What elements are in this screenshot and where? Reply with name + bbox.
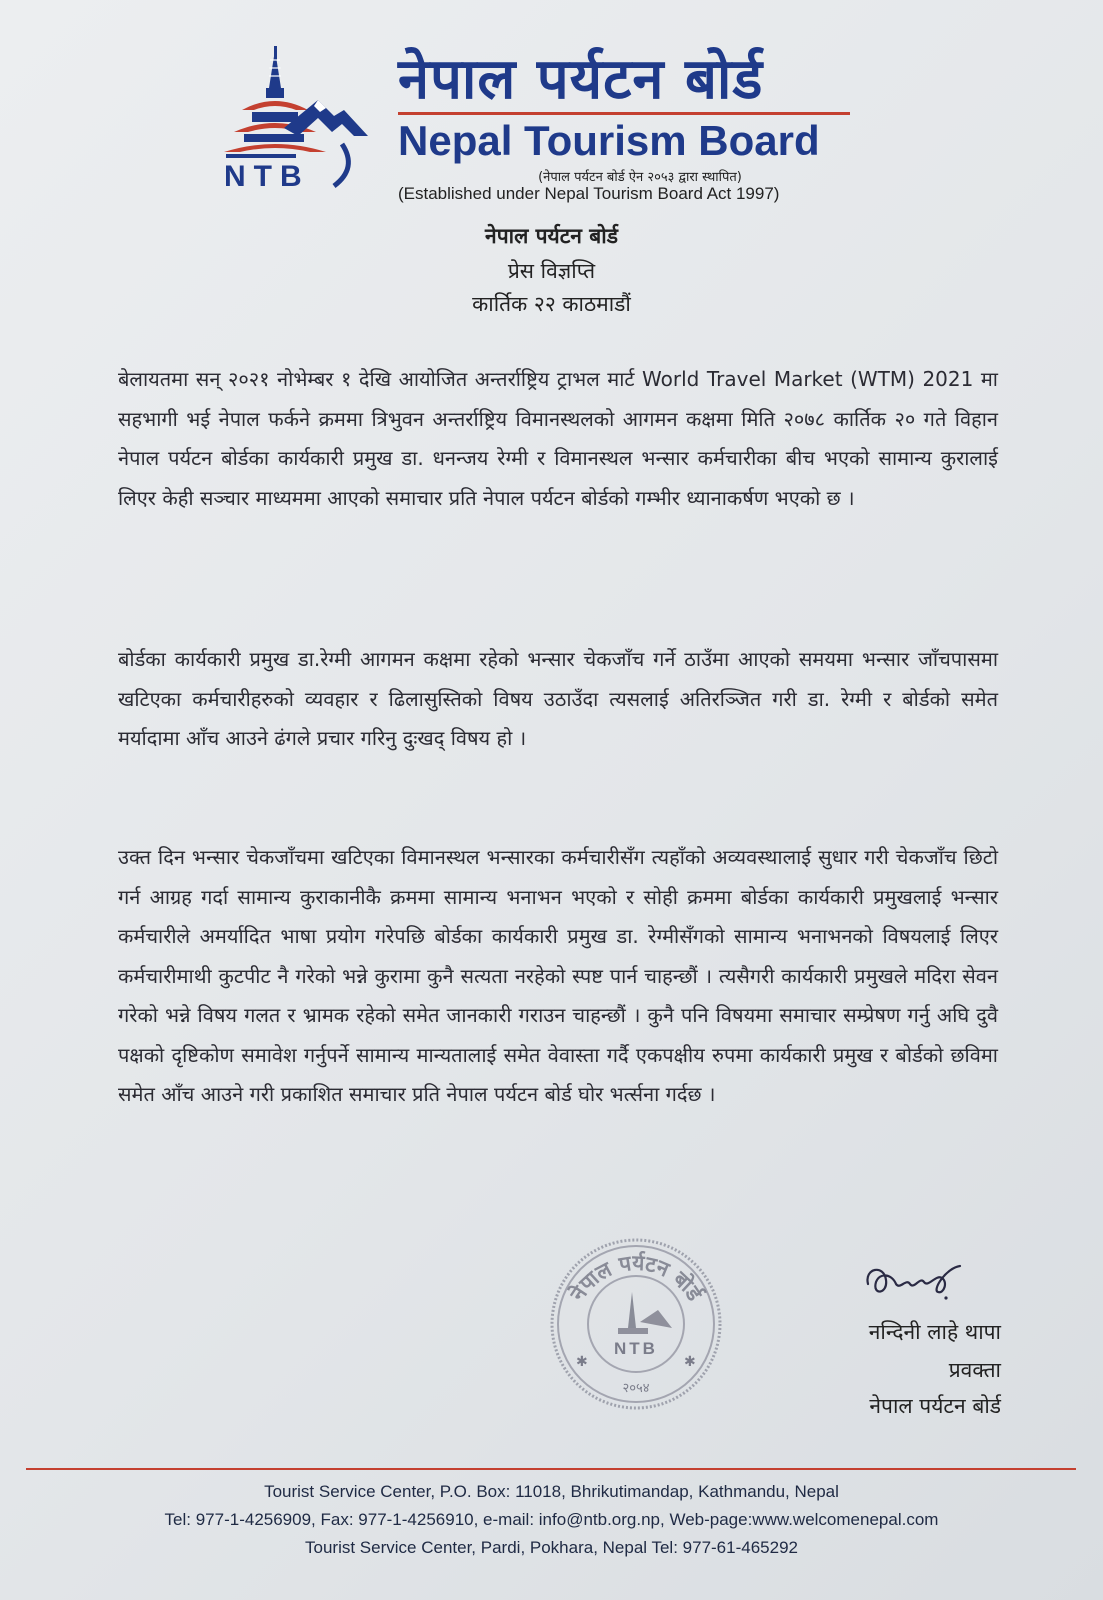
seal-logo-text: NTB: [614, 1339, 658, 1358]
official-seal: [548, 1236, 724, 1412]
heading-doc-type: प्रेस विज्ञप्ति: [507, 259, 596, 283]
org-name-english: Nepal Tourism Board: [398, 117, 820, 164]
body-paragraph-2: बोर्डका कार्यकारी प्रमुख डा.रेग्मी आगमन कक्षमा रहेको भन्सार चेकजाँच गर्ने ठाउँमा आएको समयमा भन्सार जाँचपासमा खटिएका कर्मचारीहरुको व्यवहार र ढिलासुस्तिको विषय उठाउँदा त्यसलाई अतिरञ्जित गरी डा. रेग्मी र बोर्डको समेत मर्यादामा आँच आउने ढंगले प्रचार गरिनु दुःखद् विषय हो ।: [118, 647, 998, 750]
establishment-note-english: (Established under Nepal Tourism Board Act 1997): [398, 184, 780, 203]
footer-divider: [26, 1468, 1076, 1470]
svg-text:✱: ✱: [684, 1354, 696, 1370]
footer-address: Tourist Service Center, P.O. Box: 11018, Bhrikutimandap, Kathmandu, Nepal: [264, 1482, 839, 1501]
footer-pokhara-office: Tourist Service Center, Pardi, Pokhara, Nepal Tel: 977-61-465292: [305, 1538, 798, 1557]
logo-text: NTB: [224, 160, 310, 190]
signatory-org: नेपाल पर्यटन बोर्ड: [869, 1394, 1001, 1418]
seal-text: नेपाल पर्यटन बोर्ड: [565, 1250, 707, 1306]
body-paragraph-3: उक्त दिन भन्सार चेकजाँचमा खटिएका विमानस्थल भन्सारका कर्मचारीसँग त्यहाँको अव्यवस्थालाई सुधार गरी चेकजाँच छिटो गर्न आग्रह गर्दा सामान्य कुराकानीकै क्रममा सामान्य भनाभन भएको र सोही क्रममा बोर्डका कार्यकारी प्रमुखलाई भन्सार कर्मचारीले अमर्यादित भाषा प्रयोग गरेपछि बोर्डका कार्यकारी प्रमुख डा. रेग्मीसँगको सामान्य भनाभनको विषयलाई लिएर कर्मचारीमाथी कुटपीट नै गरेको भन्ने कुरामा कुनै सत्यता नरहेको स्पष्ट पार्न चाहन्छौं । त्यसैगरी कार्यकारी प्रमुखले मदिरा सेवन गरेको भन्ने विषय गलत र भ्रामक रहेको समेत जानकारी गराउन चाहन्छौं । कुनै पनि विषयमा समाचार सम्प्रेषण गर्नु अघि दुवै पक्षको दृष्टिकोण समावेश गर्नुपर्ने सामान्य मान्यतालाई समेत वेवास्ता गर्दै एकपक्षीय रुपमा कार्यकारी प्रमुख र बोर्डको छविमा समेत आँच आउने गरी प्रकाशित समाचार प्रति नेपाल पर्यटन बोर्ड घोर भर्त्सना गर्दछ ।: [118, 845, 998, 1106]
heading-org: नेपाल पर्यटन बोर्ड: [485, 224, 618, 248]
footer-contact: Tel: 977-1-4256909, Fax: 977-1-4256910, e-mail: info@ntb.org.np, Web-page:www.welcomenepal.com: [164, 1510, 939, 1529]
seal-year: २०५४: [622, 1381, 650, 1396]
ntb-logo: [222, 40, 372, 190]
establishment-note-nepali: (नेपाल पर्यटन बोर्ड ऐन २०५३ द्वारा स्थापित): [538, 170, 742, 185]
handwritten-signature: [862, 1254, 972, 1308]
heading-date-place: कार्तिक २२ काठमाडौं: [472, 292, 631, 316]
signatory-title: प्रवक्ता: [948, 1358, 1001, 1382]
body-paragraph-1: बेलायतमा सन् २०२१ नोभेम्बर १ देखि आयोजित अन्तर्राष्ट्रिय ट्राभल मार्ट World Travel Market (WTM) 2021 मा सहभागी भई नेपाल फर्कने क्रममा त्रिभुवन अन्तर्राष्ट्रिय विमानस्थलको आगमन कक्षमा मिति २०७८ कार्तिक २० गते विहान नेपाल पर्यटन बोर्डका कार्यकारी प्रमुख डा. धनन्जय रेग्मी र विमानस्थल भन्सार कर्मचारीका बीच भएको सामान्य कुरालाई लिएर केही सञ्चार माध्यममा आएको समाचार प्रति नेपाल पर्यटन बोर्डको गम्भीर ध्यानाकर्षण भएको छ ।: [118, 367, 998, 510]
signatory-name: नन्दिनी लाहे थापा: [868, 1320, 1001, 1344]
org-name-nepali: नेपाल पर्यटन बोर्ड: [398, 47, 764, 112]
svg-text:✱: ✱: [576, 1354, 588, 1370]
